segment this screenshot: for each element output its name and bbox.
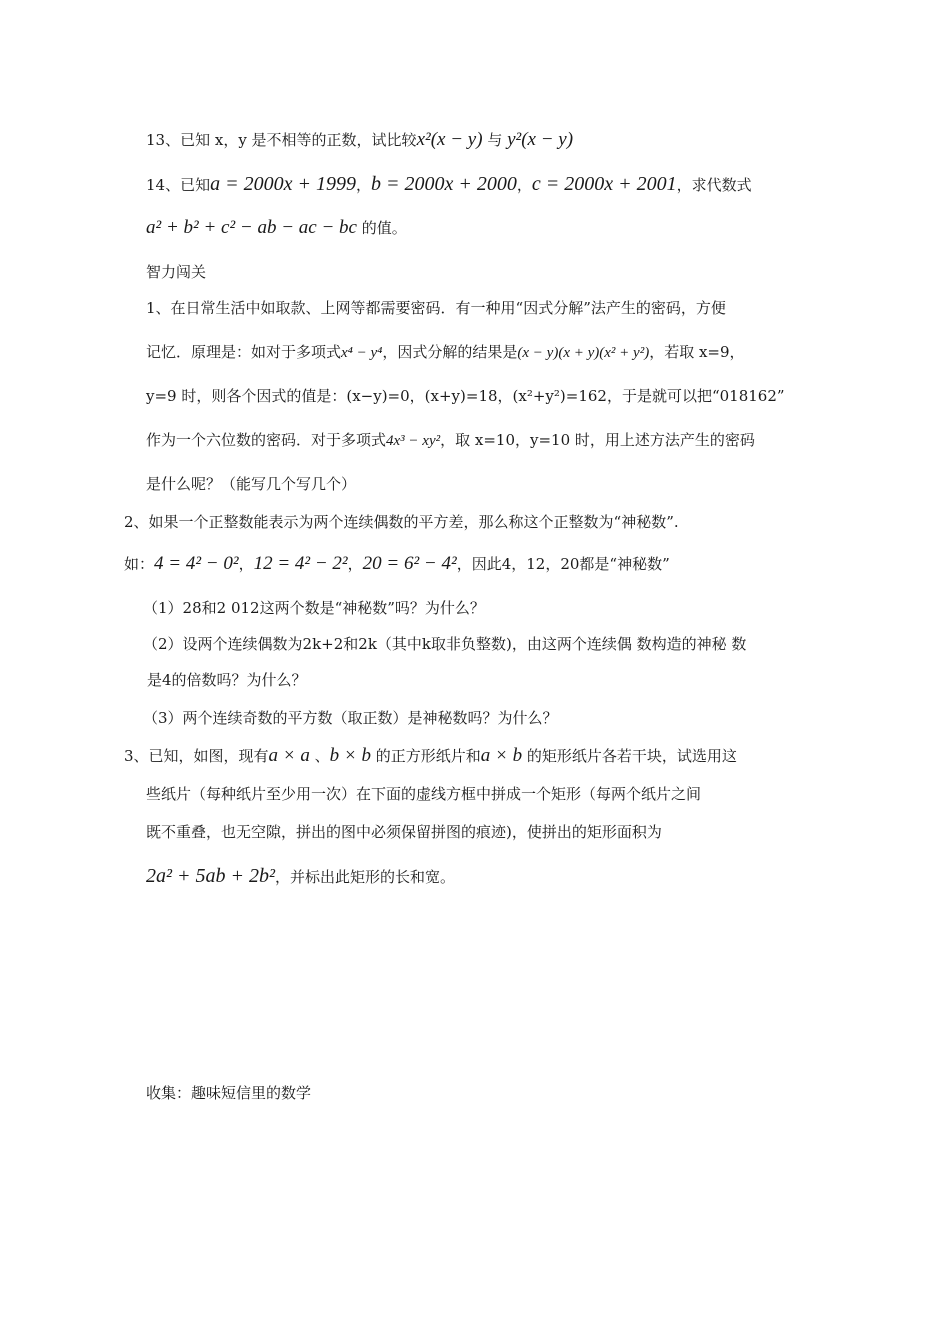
p3-area-expression: 2a² + 5ab + 2b²	[146, 865, 275, 887]
q14-expression-suffix: 的值。	[357, 219, 407, 237]
problem-1-line-4	[146, 430, 755, 451]
p2-example-suffix: ，因此4，12，20都是“神秘数”	[456, 555, 670, 573]
q14-sep-2: ，	[516, 176, 532, 194]
collect-heading: 收集：趣味短信里的数学	[146, 1084, 312, 1102]
problem-2-examples	[124, 554, 670, 574]
p3-l1-sep: 、	[309, 747, 330, 765]
p1-factored-form: (x − y)(x + y)(x² + y²)	[517, 345, 650, 361]
problem-2-line-1: 2、如果一个正整数能表示为两个连续偶数的平方差，那么称这个正整数为“神秘数”.	[124, 513, 679, 531]
p3-l1-text-b: 的正方形纸片和	[370, 747, 481, 765]
problem-2-sub-2-line-2: 是4的倍数吗？为什么？	[147, 671, 307, 689]
p1-polynomial-2: 4x³ − xy²	[386, 433, 441, 449]
p2-example-3: 20 = 6² − 4²	[362, 553, 457, 574]
problem-3-line-3: 既不重叠，也无空隙，拼出的图中必须保留拼图的痕迹)，使拼出的矩形面积为	[146, 823, 662, 841]
q14-prefix: 14、已知	[146, 176, 211, 194]
q13-mid: 与	[482, 131, 508, 149]
problem-1-line-2	[146, 342, 745, 363]
section-title: 智力闯关	[146, 263, 207, 281]
problem-2-sub-1: （1）28和2 012这两个数是“神秘数”吗？为什么？	[143, 599, 485, 617]
problem-3-line-2: 些纸片（每种纸片至少用一次）在下面的虚线方框中拼成一个矩形（每两个纸片之间	[146, 785, 702, 803]
problem-3-line-1	[124, 746, 737, 766]
p1-l2-text-c: ，若取 x=9，	[649, 343, 745, 361]
question-14-expression-line	[146, 218, 407, 238]
p2-sep-2: ，	[347, 555, 363, 573]
p1-l2-text-a: 记忆．原理是：如对于多项式	[146, 343, 342, 361]
p1-l4-text-b: ，取 x=10，y=10 时，用上述方法产生的密码	[440, 431, 755, 449]
problem-2-sub-3: （3）两个连续奇数的平方数（取正数）是神秘数吗？为什么？	[143, 709, 558, 727]
problem-2-sub-2-line-1: （2）设两个连续偶数为2k+2和2k（其中k取非负整数)，由这两个连续偶 数构造的神秘 数	[143, 635, 747, 653]
p1-polynomial: x⁴ − y⁴	[341, 345, 383, 361]
q13-expr-1: x²(x − y)	[416, 129, 483, 150]
p3-l1-text-a: 3、已知，如图，现有	[124, 747, 269, 765]
problem-3-line-4	[146, 866, 455, 887]
q13-expr-2: y²(x − y)	[507, 129, 574, 150]
question-14	[146, 174, 752, 195]
p2-sep-1: ，	[238, 555, 254, 573]
p3-square-a: a × a	[268, 745, 310, 766]
problem-1-line-3: y=9 时，则各个因式的值是：(x−y)=0，(x+y)=18，(x²+y²)=162，于是就可以把“018162”	[146, 387, 785, 405]
q14-sep-1: ，	[355, 176, 371, 194]
p2-example-2: 12 = 4² − 2²	[253, 553, 348, 574]
q14-suffix: ，求代数式	[676, 176, 752, 194]
p2-example-1: 4 = 4² − 0²	[154, 553, 239, 574]
p1-l4-text-a: 作为一个六位数的密码．对于多项式	[146, 431, 387, 449]
problem-1-line-5: 是什么呢？（能写几个写几个）	[146, 475, 357, 493]
q14-b-equation: b = 2000x + 2000	[370, 173, 517, 195]
problem-1-line-1: 1、在日常生活中如取款、上网等都需要密码．有一种用“因式分解”法产生的密码，方便	[146, 299, 726, 317]
p3-l4-text: ，并标出此矩形的长和宽。	[274, 868, 455, 886]
p2-example-prefix: 如：	[124, 555, 155, 573]
p3-rectangle-ab: a × b	[480, 745, 523, 766]
q14-c-equation: c = 2000x + 2001	[531, 173, 677, 195]
question-13	[146, 130, 573, 150]
q13-prefix: 13、已知 x，y 是不相等的正数，试比较	[146, 131, 417, 149]
p1-l2-text-b: ，因式分解的结果是	[382, 343, 518, 361]
p3-l1-text-c: 的矩形纸片各若干块，试选用这	[522, 747, 737, 765]
q14-a-equation: a = 2000x + 1999	[210, 173, 356, 195]
p3-square-b: b × b	[329, 745, 371, 766]
q14-expression: a² + b² + c² − ab − ac − bc	[146, 217, 357, 238]
